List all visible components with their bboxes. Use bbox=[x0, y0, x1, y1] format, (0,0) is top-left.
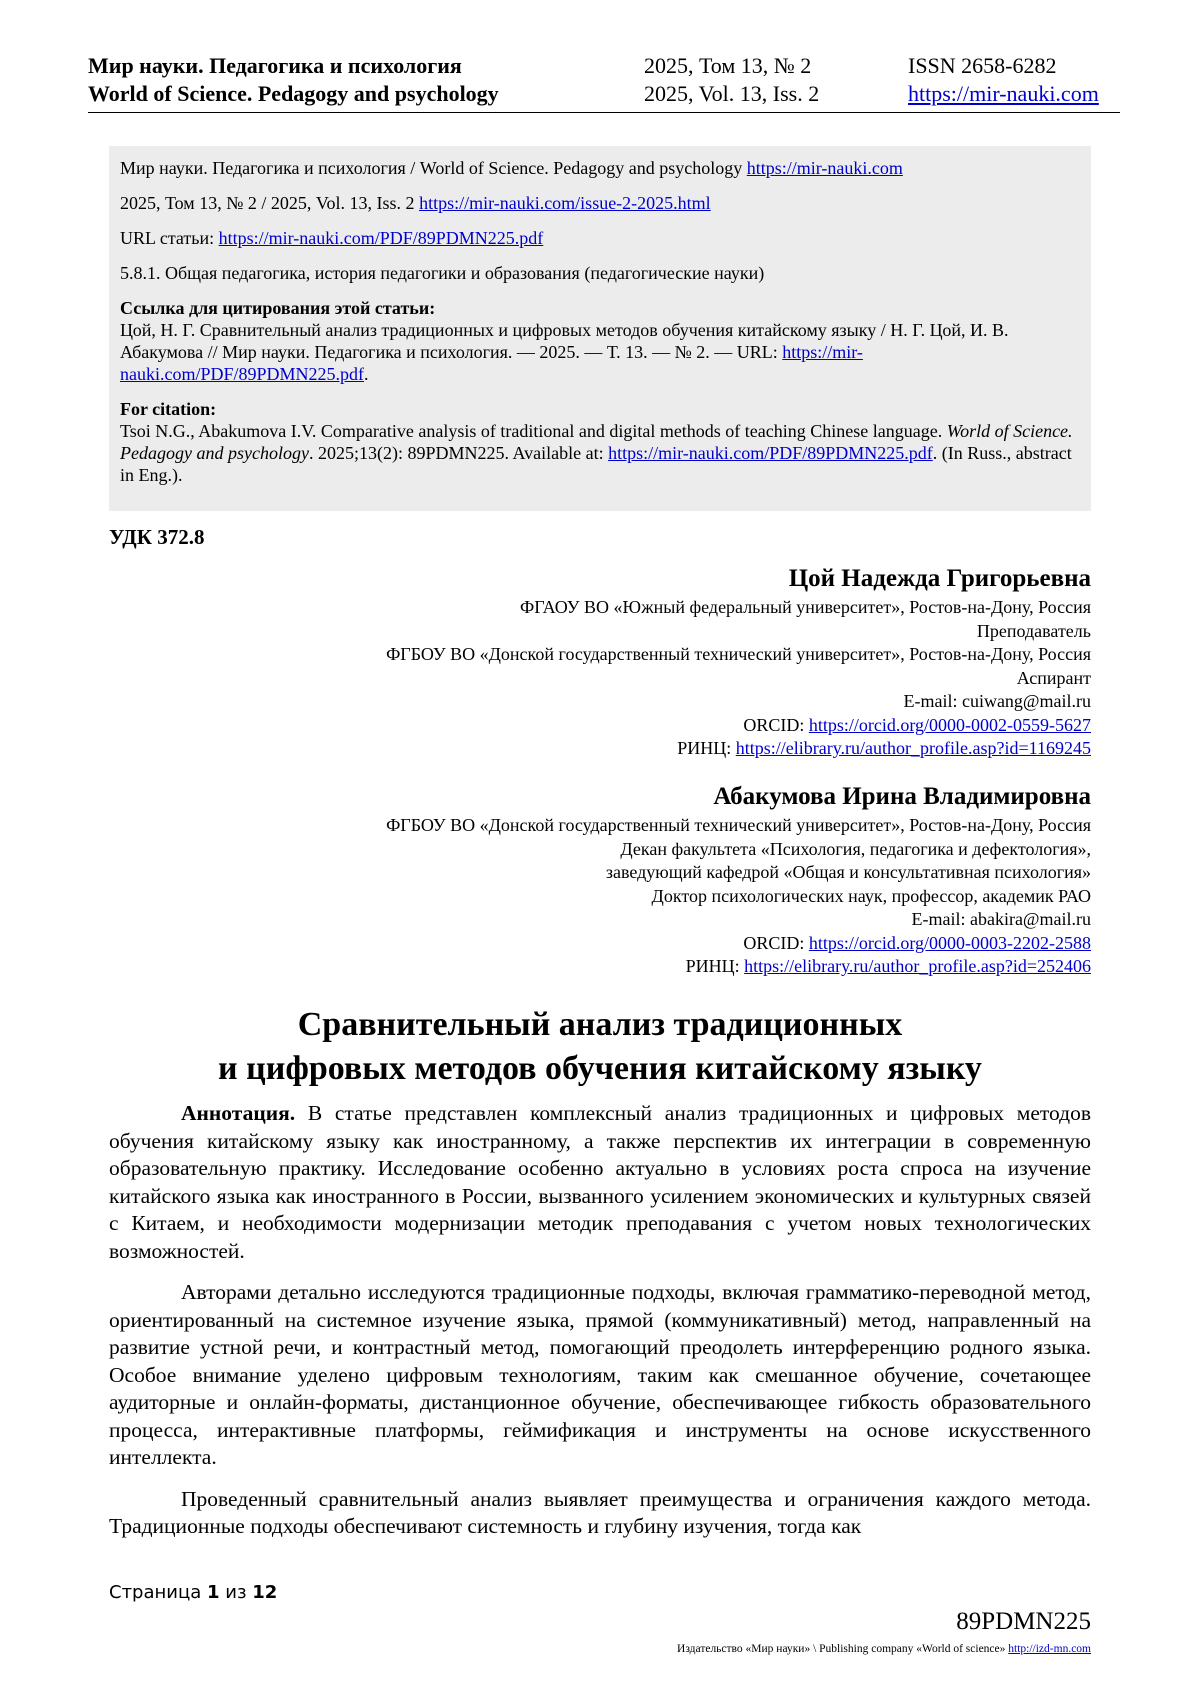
citation-en-journal: World of Science. Pedagogy and psychology bbox=[120, 421, 1073, 463]
orcid-label: ORCID: bbox=[743, 932, 805, 953]
author-orcid bbox=[109, 714, 1091, 738]
issue-en: 2025, Vol. 13, Iss. 2 bbox=[644, 81, 820, 106]
citation-ru-link[interactable]: https://mir-nauki.com/PDF/89PDMN225.pdf bbox=[120, 342, 863, 384]
publisher-link[interactable]: http://izd-mn.com bbox=[1008, 1643, 1091, 1655]
issue-ru: 2025, Том 13, № 2 bbox=[644, 53, 812, 78]
citation-en-text bbox=[120, 420, 1080, 486]
citation-issue-line bbox=[120, 192, 1080, 214]
author-affiliation: ФГБОУ ВО «Донской государственный технический университет», Ростов-на-Дону, Россия bbox=[386, 644, 1091, 664]
article-title-line: Сравнительный анализ традиционных bbox=[297, 1006, 903, 1043]
page-current: 1 bbox=[207, 1582, 220, 1603]
citation-url-line bbox=[120, 227, 1080, 249]
author-position: заведующий кафедрой «Общая и консультативная психология» bbox=[605, 862, 1091, 882]
citation-en-end: . (In Russ., abstract in Eng.). bbox=[120, 443, 1072, 485]
author-degree: Доктор психологических наук, профессор, академик РАО bbox=[651, 885, 1091, 906]
author-email: E-mail: abakira@mail.ru bbox=[911, 909, 1091, 929]
citation-en-body2: . 2025;13(2): 89PDMN225. Available at: bbox=[308, 443, 604, 463]
running-header bbox=[88, 52, 1120, 113]
citation-box bbox=[109, 146, 1091, 511]
article-title-line: и цифровых методов обучения китайскому языку bbox=[218, 1050, 982, 1087]
citation-journal-line bbox=[120, 157, 1080, 179]
citation-ru-heading: Ссылка для цитирования этой статьи: bbox=[120, 298, 436, 318]
orcid-link[interactable]: https://orcid.org/0000-0003-2202-2588 bbox=[808, 932, 1091, 953]
citation-ru-body: Цой, Н. Г. Сравнительный анализ традиционных и цифровых методов обучения китайскому языку / Н. Г. Цой, И. В. Абакумова // Мир науки. Педагогика и психология. — 2025. — Т. 13. — № 2. — URL: bbox=[120, 320, 1009, 362]
issn-block bbox=[908, 52, 1099, 108]
issn: ISSN 2658-6282 bbox=[908, 53, 1057, 78]
citation-en-body: Tsoi N.G., Abakumova I.V. Comparative analysis of traditional and digital methods of teaching Chinese language. bbox=[120, 421, 943, 441]
journal-title-ru: Мир науки. Педагогика и психология bbox=[88, 53, 462, 78]
citation-en-link[interactable]: https://mir-nauki.com/PDF/89PDMN225.pdf bbox=[608, 443, 933, 463]
citation-ru-end: . bbox=[364, 364, 369, 384]
page-number bbox=[109, 1582, 277, 1603]
abstract-paragraph: Проведенный сравнительный анализ выявляет преимущества и ограничения каждого метода. Традиционные подходы обеспечивают системность и глубину изучения, тогда как bbox=[109, 1486, 1091, 1538]
orcid-label: ORCID: bbox=[743, 714, 805, 735]
citation-issue-link[interactable]: https://mir-nauki.com/issue-2-2025.html bbox=[419, 193, 711, 213]
author-position: Декан факультета «Психология, педагогика и дефектология», bbox=[620, 838, 1091, 859]
issue-info bbox=[644, 52, 819, 108]
journal-title bbox=[88, 52, 499, 108]
page-word: Страница bbox=[109, 1582, 202, 1603]
publisher-line bbox=[677, 1643, 1091, 1655]
abstract-paragraph: Авторами детально исследуются традиционные подходы, включая грамматико-переводной метод, ориентированный на системное изучение языка, прямой (коммуникативный) метод, направленный на развитие устной речи, и контрастный метод, помогающий преодолеть интерференцию родного языка. Особое внимание уделено цифровым технологиям, таким как смешанное обучение, сочетающее аудиторные и онлайн-форматы, дистанционное обучение, обеспечивающее гибкость образовательного процесса, интерактивные платформы, геймификация и инструменты на основе искусственного интеллекта. bbox=[109, 1280, 1091, 1469]
author-orcid bbox=[109, 932, 1091, 956]
page-total: 12 bbox=[252, 1582, 278, 1603]
journal-title-en: World of Science. Pedagogy and psychology bbox=[88, 81, 499, 106]
rinc-link[interactable]: https://elibrary.ru/author_profile.asp?id=1169245 bbox=[735, 738, 1091, 758]
citation-url-label: URL статьи: bbox=[120, 228, 215, 248]
citation-ru-text bbox=[120, 319, 1080, 385]
author-rinc bbox=[109, 737, 1091, 761]
citation-journal-text: Мир науки. Педагогика и психология / World of Science. Pedagogy and psychology bbox=[120, 158, 743, 178]
author-affiliation: ФГАОУ ВО «Южный федеральный университет», Ростов-на-Дону, Россия bbox=[519, 597, 1091, 617]
author-rinc bbox=[109, 955, 1091, 979]
abstract-paragraph bbox=[109, 1100, 1091, 1265]
author-position: Аспирант bbox=[1016, 667, 1091, 688]
author-name: Абакумова Ирина Владимировна bbox=[713, 783, 1091, 810]
publisher-text: Издательство «Мир науки» \ Publishing company «World of science» bbox=[677, 1643, 1006, 1655]
rinc-link[interactable]: https://elibrary.ru/author_profile.asp?id=252406 bbox=[744, 956, 1091, 976]
citation-url-link[interactable]: https://mir-nauki.com/PDF/89PDMN225.pdf bbox=[218, 228, 544, 248]
citation-specialty: 5.8.1. Общая педагогика, история педагогики и образования (педагогические науки) bbox=[120, 263, 765, 283]
author-block-1 bbox=[109, 562, 1091, 761]
journal-site-link[interactable]: https://mir-nauki.com bbox=[908, 81, 1099, 106]
citation-en-heading: For citation: bbox=[120, 399, 217, 419]
page-of-word: из bbox=[225, 1582, 247, 1603]
rinc-label: РИНЦ: bbox=[685, 956, 740, 976]
article-title bbox=[109, 1003, 1091, 1091]
abstract bbox=[109, 1100, 1091, 1555]
citation-issue-text: 2025, Том 13, № 2 / 2025, Vol. 13, Iss. 2 bbox=[120, 193, 415, 213]
abstract-label: Аннотация. bbox=[181, 1101, 296, 1125]
author-block-2 bbox=[109, 780, 1091, 979]
author-email: E-mail: cuiwang@mail.ru bbox=[903, 691, 1091, 711]
author-position: Преподаватель bbox=[976, 620, 1091, 641]
orcid-link[interactable]: https://orcid.org/0000-0002-0559-5627 bbox=[808, 714, 1091, 735]
udk-code: УДК 372.8 bbox=[109, 525, 205, 549]
article-code: 89PDMN225 bbox=[956, 1608, 1091, 1635]
rinc-label: РИНЦ: bbox=[677, 738, 732, 758]
abstract-text: В статье представлен комплексный анализ традиционных и цифровых методов обучения китайскому языку как иностранному, а также перспектив их интеграции в современную образовательную практику. Исследование особенно актуально в условиях роста спроса на изучение китайского языка как иностранного в России, вызванного усилением экономических и культурных связей с Китаем, и необходимости модернизации методик преподавания с учетом новых технологических возможностей. bbox=[109, 1101, 1091, 1263]
citation-journal-link[interactable]: https://mir-nauki.com bbox=[746, 158, 903, 178]
author-name: Цой Надежда Григорьевна bbox=[788, 565, 1091, 592]
author-affiliation: ФГБОУ ВО «Донской государственный технический университет», Ростов-на-Дону, Россия bbox=[386, 815, 1091, 835]
